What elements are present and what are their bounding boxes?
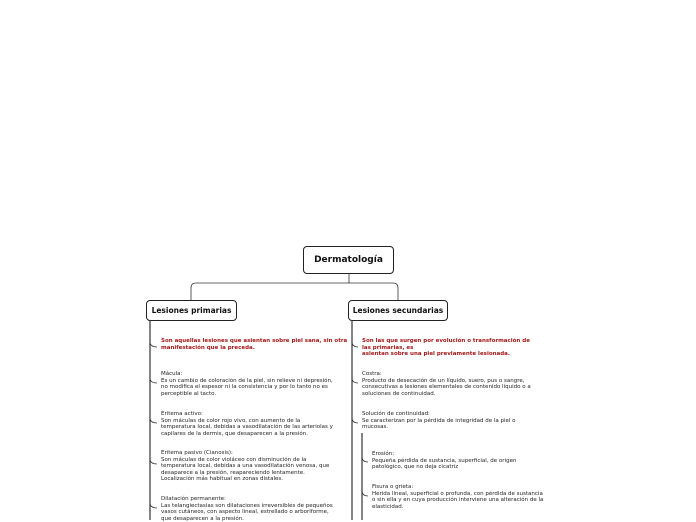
topic-secondary-definition[interactable] xyxy=(362,338,530,358)
connector-root-left xyxy=(191,274,349,300)
topic-primary-definition[interactable] xyxy=(161,338,347,351)
topic-title: Eritema pasivo (Cianosis): xyxy=(161,450,329,457)
branch-label: Lesiones primarias xyxy=(152,306,232,315)
topic-body: Pequeña pérdida de sustancia, superficial, de origen patológico, que no deja cicatriz xyxy=(372,458,516,471)
topic-title: Son las que surgen por evolución o transformación de las primarias, es asientan sobre una piel previamente lesionada. xyxy=(362,338,530,358)
topic-title: Mácula: xyxy=(161,371,333,378)
topic-body: Producto de desecación de un líquido, suero, pus o sangre, consecutivas a lesiones elementales de contenido líquido o a soluciones de continuidad. xyxy=(362,378,531,398)
topic-title: Solución de continuidad: xyxy=(362,411,516,418)
topic-macula[interactable] xyxy=(161,371,333,397)
tick-left-3 xyxy=(150,460,157,464)
topic-body: Son máculas de color violáceo con disminución de la temperatura local, debidas a una vasodilatación venosa, que desaparece a la presión, reapareciendo lentamente. Localización más habitual en zonas distales. xyxy=(161,457,329,483)
branch-node-primary[interactable] xyxy=(146,300,237,321)
topic-solucion-continuidad[interactable] xyxy=(362,411,516,431)
tick-sub-0 xyxy=(362,458,368,462)
tick-left-2 xyxy=(150,419,157,423)
tick-right-1 xyxy=(352,379,358,383)
tick-sub-1 xyxy=(362,492,368,496)
topic-title: Dilatación permanente: xyxy=(161,496,333,503)
topic-erosion[interactable] xyxy=(372,451,516,471)
topic-costra[interactable] xyxy=(362,371,531,397)
topic-body: Las telangiectasias son dilataciones irreversibles de pequeños vasos cutáneos, con aspecto lineal, estrellado o arboriforme, que desaparecen a la presión. xyxy=(161,503,333,522)
tick-right-2 xyxy=(352,419,358,423)
topic-body: Son máculas de color rojo vivo, con aumento de la temperatura local, debidas a vasodilatación de las arteriolas y capilares de la dermis, que desaparecen a la presión. xyxy=(161,418,333,438)
tick-right-0 xyxy=(352,343,358,347)
topic-title: Erosión: xyxy=(372,451,516,458)
topic-title: Eritema activo: xyxy=(161,411,333,418)
topic-body: Es un cambio de coloración de la piel, sin relieve ni depresión, no modifica el espesor ni la consistencia y por lo tanto no es perceptible al tacto. xyxy=(161,378,333,398)
topic-eritema-activo[interactable] xyxy=(161,411,333,437)
topic-fisura-grieta[interactable] xyxy=(372,484,543,510)
tick-left-4 xyxy=(150,504,157,508)
tick-left-1 xyxy=(150,379,157,383)
root-label: Dermatología xyxy=(314,255,383,265)
topic-title: Fisura o grieta: xyxy=(372,484,543,491)
topic-body: Se caracterizan por la pérdida de integridad de la piel o mucosas. xyxy=(362,418,516,431)
topic-title: Costra: xyxy=(362,371,531,378)
topic-body: Herida lineal, superficial o profunda, con pérdida de sustancia o sin ella y en cuya producción interviene una alteración de la elasticidad. xyxy=(372,491,543,511)
tick-left-0 xyxy=(150,343,157,347)
topic-eritema-pasivo[interactable] xyxy=(161,450,329,483)
root-node[interactable] xyxy=(303,246,394,274)
branch-node-secondary[interactable] xyxy=(348,300,448,321)
connector-root-right xyxy=(349,283,398,300)
topic-title: Son aquellas lesiones que asientan sobre piel sana, sin otra manifestación que la preceda. xyxy=(161,338,347,351)
branch-label: Lesiones secundarias xyxy=(353,306,443,315)
topic-dilatacion-permanente[interactable] xyxy=(161,496,333,522)
